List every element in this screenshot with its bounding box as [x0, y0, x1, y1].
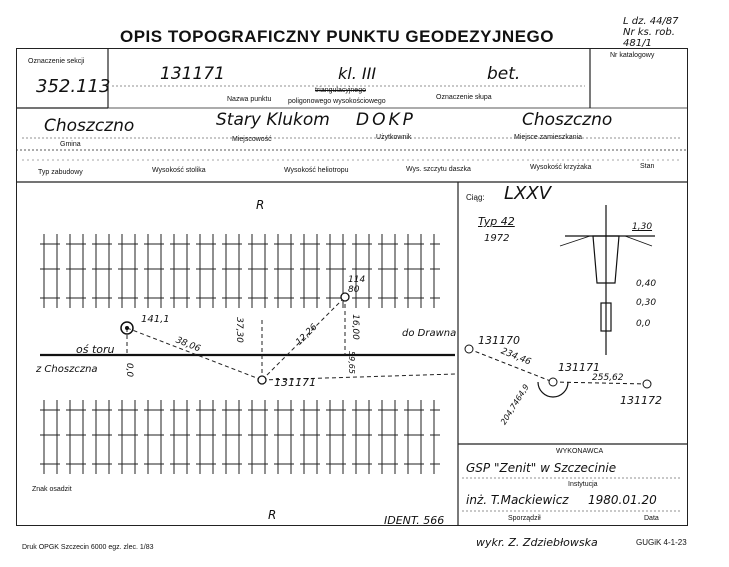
- label-uzytkownik: Użytkownik: [376, 134, 412, 141]
- os-toru-label: oś toru: [76, 343, 115, 356]
- do-drawna-label: do Drawna: [402, 328, 457, 339]
- distance-0: 0,0: [124, 362, 135, 378]
- executor-person: inż. T.Mackiewicz: [466, 493, 569, 507]
- label-typ-zabudowy: Typ zabudowy: [38, 169, 83, 176]
- depth-3: 0,30: [636, 298, 657, 308]
- depth-1: 1,30: [632, 222, 653, 232]
- km-80: 80: [348, 285, 360, 295]
- footer-print: Druk OPGK Szczecin 6000 egz. zlec. 1/83: [22, 544, 154, 551]
- executor-date-label: Data: [644, 515, 659, 522]
- traverse-d1: 234,46: [499, 346, 533, 368]
- label-post: Oznaczenie słupa: [436, 94, 492, 101]
- distance-3730: 37,30: [233, 317, 244, 343]
- ciag-label: Ciąg:: [466, 193, 485, 202]
- uzytkownik-value: DOKP: [356, 110, 416, 130]
- executor-date: 1980.01.20: [588, 493, 657, 507]
- z-choszczna-label: z Choszczna: [36, 364, 98, 375]
- distance-3806: 38,06: [174, 335, 202, 355]
- ident-label: IDENT. 566: [384, 514, 445, 527]
- traverse-d2: 255,62: [592, 373, 624, 383]
- post-mark-value: bet.: [487, 64, 521, 84]
- distance-5965: 59,65: [346, 351, 356, 374]
- point-class-value: kl. III: [338, 64, 377, 83]
- label-zamieszkania: Miejsce zamieszkania: [514, 134, 583, 141]
- distance-1600: 16,00: [349, 314, 360, 340]
- traverse-p3: 131172: [620, 394, 662, 407]
- typ-value: Typ 42: [478, 215, 515, 228]
- km-114: 114: [348, 275, 366, 285]
- depth-2: 0,40: [636, 279, 657, 289]
- depth-4: 0,0: [636, 319, 651, 329]
- section-label: Oznaczenie sekcji: [28, 58, 85, 65]
- section-value: 352.113: [36, 76, 111, 97]
- label-wys-krzyzaka: Wysokość krzyżaka: [530, 164, 592, 171]
- label-stan: Stan: [640, 163, 655, 170]
- ciag-value: LXXV: [504, 183, 552, 204]
- ref-line-2: Nr ks. rob. 481/1: [623, 27, 675, 49]
- point-131171: [258, 376, 266, 384]
- gmina-value: Choszczno: [44, 116, 135, 136]
- traverse-angle: 204,7464,9: [498, 382, 531, 427]
- executor-inst-label: Instytucja: [568, 481, 598, 488]
- traverse-p1: 131170: [478, 334, 520, 347]
- catalog-label: Nr katalogowy: [610, 52, 655, 59]
- label-point-name: Nazwa punktu: [227, 96, 272, 103]
- distance-1226: 12,26: [294, 322, 320, 348]
- label-wys-daszka: Wys. szczytu daszka: [406, 166, 471, 173]
- znak-label: Znak osadzit: [32, 486, 72, 493]
- point-141-label: 141,1: [141, 314, 170, 325]
- executor-label: WYKONAWCA: [556, 448, 604, 455]
- label-wys-heliotropu: Wysokość heliotropu: [284, 167, 349, 174]
- north-top: R: [256, 198, 265, 212]
- miejscowosc-value: Stary Klukom: [216, 110, 330, 130]
- document-title: OPIS TOPOGRAFICZNY PUNKTU GEODEZYJNEGO: [120, 27, 554, 46]
- label-poligon: poligonowego wysokościowego: [288, 98, 386, 105]
- executor-person-label: Sporządził: [508, 515, 541, 522]
- label-wys-stolika: Wysokość stolika: [152, 167, 206, 174]
- year-value: 1972: [484, 233, 510, 244]
- traverse-p2: 131171: [558, 361, 600, 374]
- point-name-value: 131171: [160, 64, 225, 84]
- zamieszkania-value: Choszczno: [522, 110, 613, 130]
- ref-line-1: L dz. 44/87: [623, 16, 679, 27]
- label-triang: triangulacyjnego: [315, 87, 366, 94]
- label-gmina: Gmina: [60, 141, 81, 148]
- label-miejscowosc: Miejscowość: [232, 136, 272, 143]
- footer-drawn: wykr. Z. Zdziebłowska: [476, 536, 598, 549]
- north-bottom: R: [268, 508, 277, 522]
- executor-institution: GSP "Zenit" w Szczecinie: [466, 461, 617, 475]
- footer-gugik: GUGiK 4-1-23: [636, 538, 687, 547]
- point-main-label: 131171: [274, 376, 316, 389]
